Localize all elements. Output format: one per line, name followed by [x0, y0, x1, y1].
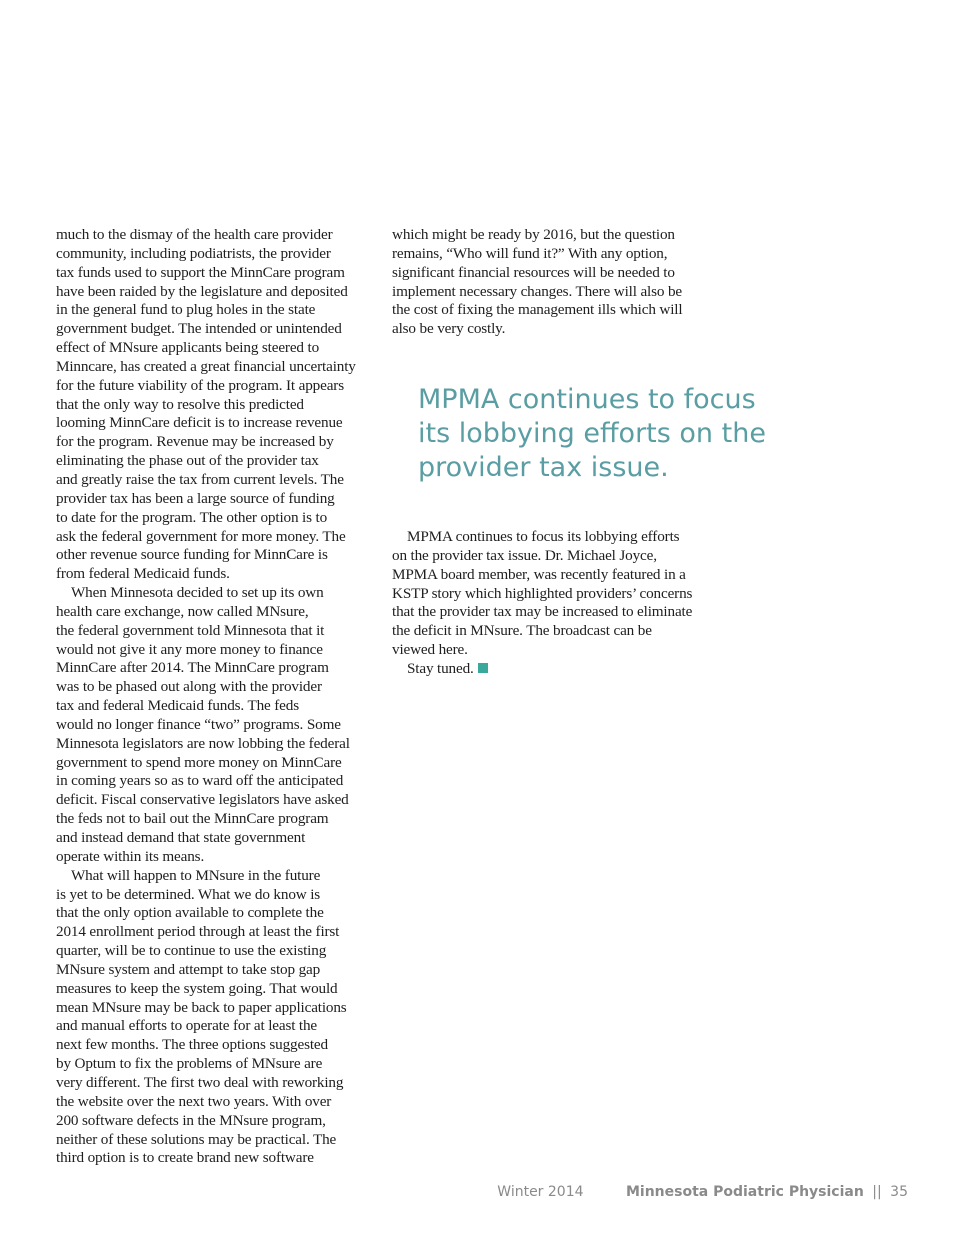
text-line: implement necessary changes. There will also be — [392, 282, 682, 300]
text-line: much to the dismay of the health care provider — [56, 226, 333, 243]
text-line: and instead demand that state government — [56, 829, 306, 846]
text-line: that the provider tax may be increased to eliminate — [392, 603, 693, 621]
text-line: tax funds used to support the MinnCare program — [56, 263, 345, 281]
text-line: was to be phased out along with the provider — [56, 678, 322, 696]
text-line: significant financial resources will be needed to — [392, 263, 675, 281]
magazine-title: Minnesota Podiatric Physician — [625, 1184, 864, 1200]
text-line: would no longer finance “two” programs. Some — [56, 715, 341, 733]
text-line: have been raided by the legislature and deposited — [56, 282, 348, 300]
closing-text: Stay tuned. — [407, 659, 474, 677]
text-line: other revenue source funding for MinnCare is — [56, 546, 328, 564]
text-line: in coming years so as to ward off the anticipated — [56, 772, 344, 790]
text-line: MPMA board member, was recently featured in a — [392, 565, 686, 583]
pull-quote-line: its lobbying efforts on the — [418, 418, 766, 449]
text-line: is yet to be determined. What we do know is — [56, 885, 321, 903]
paragraph-continuation — [392, 226, 722, 339]
text-line: deficit. Fiscal conservative legislators have asked — [56, 791, 349, 809]
text-line: which might be ready by 2016, but the question — [392, 226, 675, 243]
text-line: Minncare, has created a great financial uncertainty — [56, 357, 356, 375]
text-line: that the only way to resolve this predicted — [56, 395, 304, 413]
right-column-bottom — [392, 528, 722, 679]
footer-separator: || — [872, 1184, 882, 1200]
text-line: tax and federal Medicaid funds. The feds — [56, 697, 299, 715]
text-line: quarter, will be to continue to use the existing — [56, 942, 327, 960]
text-line: viewed here. — [392, 641, 468, 659]
text-line: the website over the next two years. With over — [56, 1092, 332, 1110]
text-line: the feds not to bail out the MinnCare program — [56, 810, 329, 828]
text-line: provider tax has been a large source of funding — [56, 489, 335, 507]
text-line: eliminating the phase out of the provider tax — [56, 452, 319, 470]
paragraph-lobbying — [392, 528, 722, 660]
text-line: from federal Medicaid funds. — [56, 565, 230, 583]
end-of-article-square-icon — [478, 663, 488, 673]
text-line: MinnCare after 2014. The MinnCare program — [56, 659, 329, 677]
right-column-top — [392, 226, 722, 339]
paragraph-2 — [56, 584, 378, 867]
page-footer — [0, 1184, 908, 1200]
text-line: health care exchange, now called MNsure, — [56, 602, 309, 620]
text-line: effect of MNsure applicants being steered to — [56, 339, 320, 357]
text-line: in the general fund to plug holes in the state — [56, 301, 316, 319]
text-line: the federal government told Minnesota that it — [56, 621, 325, 639]
pull-quote — [418, 383, 766, 485]
text-line: MNsure system and attempt to take stop gap — [56, 960, 321, 978]
paragraph-3 — [56, 867, 378, 1169]
text-line: for the program. Revenue may be increased by — [56, 433, 334, 451]
text-line: to date for the program. The other option is to — [56, 508, 328, 526]
text-line: ask the federal government for more money. The — [56, 527, 346, 545]
paragraph-1 — [56, 226, 378, 584]
text-line: government budget. The intended or unintended — [56, 320, 342, 338]
closing-line — [392, 660, 722, 679]
text-line: measures to keep the system going. That would — [56, 979, 338, 997]
left-column — [56, 226, 378, 1168]
issue-season: Winter 2014 — [497, 1184, 584, 1200]
text-line: mean MNsure may be back to paper applications — [56, 998, 347, 1016]
text-line: by Optum to fix the problems of MNsure are — [56, 1055, 323, 1073]
text-line: When Minnesota decided to set up its own — [71, 584, 324, 602]
text-line: on the provider tax issue. Dr. Michael Joyce, — [392, 546, 657, 564]
text-line: and greatly raise the tax from current levels. The — [56, 470, 344, 488]
text-line: neither of these solutions may be practical. The — [56, 1130, 337, 1148]
text-line: also be very costly. — [392, 320, 506, 338]
pull-quote-line: provider tax issue. — [418, 452, 669, 483]
text-line: would not give it any more money to finance — [56, 640, 323, 658]
text-line: operate within its means. — [56, 847, 205, 865]
text-line: looming MinnCare deficit is to increase revenue — [56, 414, 343, 432]
text-line: and manual efforts to operate for at least the — [56, 1017, 318, 1035]
text-line: 200 software defects in the MNsure program, — [56, 1111, 326, 1129]
page-number: 35 — [890, 1184, 908, 1200]
text-line: very different. The first two deal with reworking — [56, 1073, 344, 1091]
text-line: remains, “Who will fund it?” With any option, — [392, 244, 668, 262]
text-line: community, including podiatrists, the provider — [56, 244, 331, 262]
text-line: KSTP story which highlighted providers’ concerns — [392, 584, 693, 602]
text-line: What will happen to MNsure in the future — [71, 866, 321, 884]
text-line: for the future viability of the program. It appears — [56, 376, 344, 394]
pull-quote-line: MPMA continues to focus — [418, 384, 756, 415]
text-line: next few months. The three options suggested — [56, 1036, 328, 1054]
text-line: Minnesota legislators are now lobbing the federal — [56, 734, 350, 752]
text-line: that the only option available to complete the — [56, 904, 324, 922]
text-line: 2014 enrollment period through at least the first — [56, 923, 340, 941]
text-line: the deficit in MNsure. The broadcast can be — [392, 622, 652, 640]
text-line: government to spend more money on MinnCare — [56, 753, 342, 771]
text-line: MPMA continues to focus its lobbying efforts — [407, 528, 680, 545]
text-line: the cost of fixing the management ills which will — [392, 301, 683, 319]
text-line: third option is to create brand new software — [56, 1149, 314, 1167]
